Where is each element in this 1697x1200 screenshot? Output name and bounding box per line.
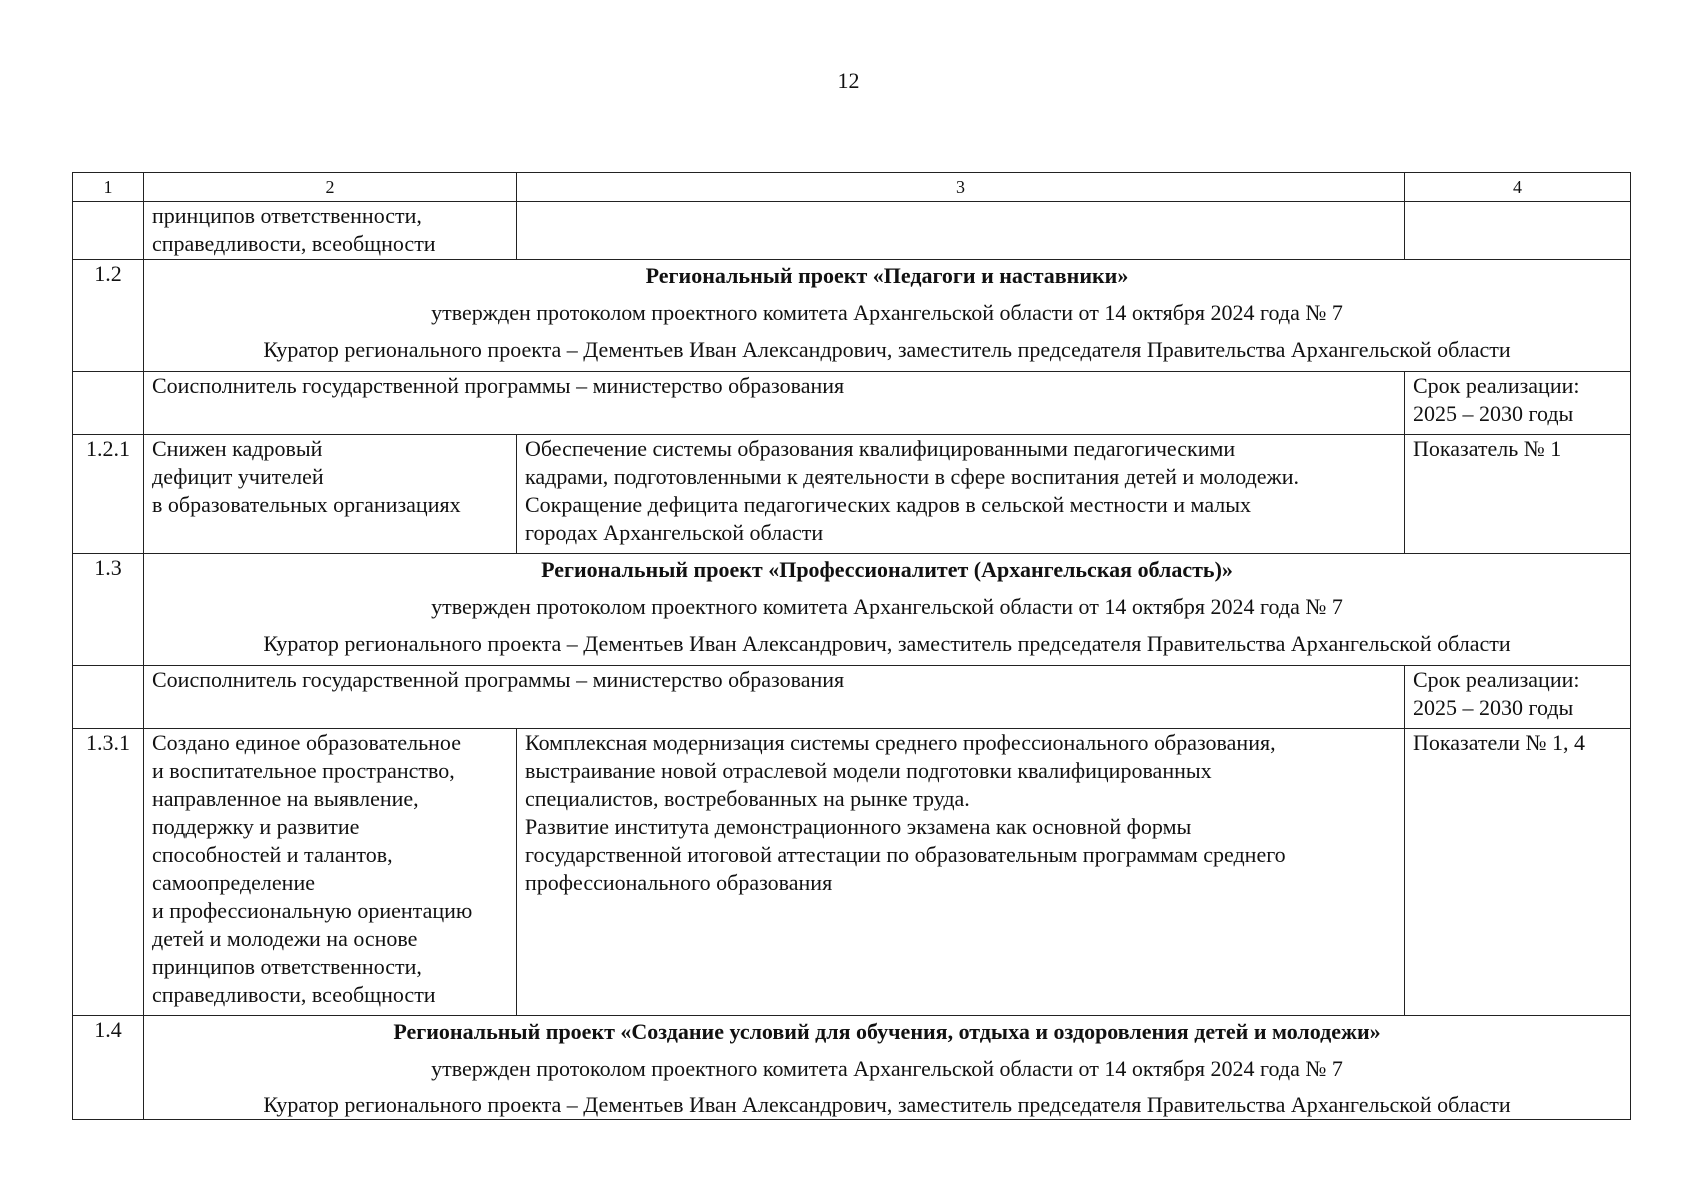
task-description: Обеспечение системы образования квалифицированными педагогическими кадрами, подготовленными к деятельности в сфере воспитания детей и молодежи. Сокращение дефицита педагогических кадров в сельской местности и малых городах Архангельской области [517,435,1405,554]
task-name: Снижен кадровый дефицит учителей в образовательных организациях [144,435,517,554]
task-description: Комплексная модернизация системы среднего профессионального образования, выстраивание новой отраслевой модели подготовки квалифицированных специалистов, востребованных на рынке труда. Развитие института демонстрационного экзамена как основной формы государственной итоговой аттестации по образовательным программам среднего профессионального образования [517,729,1405,1016]
project-header [144,1016,1631,1120]
project-header [144,260,1631,372]
continuation-name: принципов ответственности, справедливости, всеобщности [144,202,517,260]
task-name: Создано единое образовательное и воспитательное пространство, направленное на выявление, поддержку и развитие способностей и талантов, самоопределение и профессиональную ориентацию детей и молодежи на основе принципов ответственности, справедливости, всеобщности [144,729,517,1016]
project-row [73,1016,1631,1120]
project-number: 1.4 [73,1016,144,1120]
coexecutor-num [73,372,144,435]
project-title: Региональный проект «Педагоги и наставники» [645,263,1129,288]
project-title: Региональный проект «Профессионалитет (Архангельская область)» [541,557,1233,582]
continuation-row [73,202,1631,260]
task-row [73,435,1631,554]
task-number: 1.3.1 [73,729,144,1016]
header-col-3: 3 [517,173,1405,202]
continuation-indicator [1405,202,1631,260]
term-text: Срок реализации: 2025 – 2030 годы [1405,666,1631,729]
project-curator: Куратор регионального проекта – Дементьев Иван Александрович, заместитель председателя Правительства Архангельской области [263,337,1511,362]
project-row [73,554,1631,666]
coexecutor-text: Соисполнитель государственной программы – министерство образования [144,666,1405,729]
project-number: 1.3 [73,554,144,666]
table-header-row [73,173,1631,202]
header-col-2: 2 [144,173,517,202]
project-row [73,260,1631,372]
task-indicator: Показатели № 1, 4 [1405,729,1631,1016]
page-number: 12 [837,68,860,93]
continuation-description [517,202,1405,260]
header-col-1: 1 [73,173,144,202]
project-curator: Куратор регионального проекта – Дементьев Иван Александрович, заместитель председателя Правительства Архангельской области [263,1092,1511,1117]
coexecutor-row [73,666,1631,729]
task-indicator: Показатель № 1 [1405,435,1631,554]
project-curator: Куратор регионального проекта – Дементьев Иван Александрович, заместитель председателя Правительства Архангельской области [263,631,1511,656]
project-approved: утвержден протоколом проектного комитета Архангельской области от 14 октября 2024 года № 7 [431,594,1343,619]
project-header [144,554,1631,666]
task-row [73,729,1631,1016]
continuation-num [73,202,144,260]
coexecutor-text: Соисполнитель государственной программы – министерство образования [144,372,1405,435]
coexecutor-row [73,372,1631,435]
header-col-4: 4 [1405,173,1631,202]
project-title: Региональный проект «Создание условий для обучения, отдыха и оздоровления детей и молодежи» [393,1019,1381,1044]
project-number: 1.2 [73,260,144,372]
term-text: Срок реализации: 2025 – 2030 годы [1405,372,1631,435]
project-approved: утвержден протоколом проектного комитета Архангельской области от 14 октября 2024 года № 7 [431,1056,1343,1081]
program-table [72,172,1631,1120]
task-number: 1.2.1 [73,435,144,554]
project-approved: утвержден протоколом проектного комитета Архангельской области от 14 октября 2024 года № 7 [431,300,1343,325]
coexecutor-num [73,666,144,729]
